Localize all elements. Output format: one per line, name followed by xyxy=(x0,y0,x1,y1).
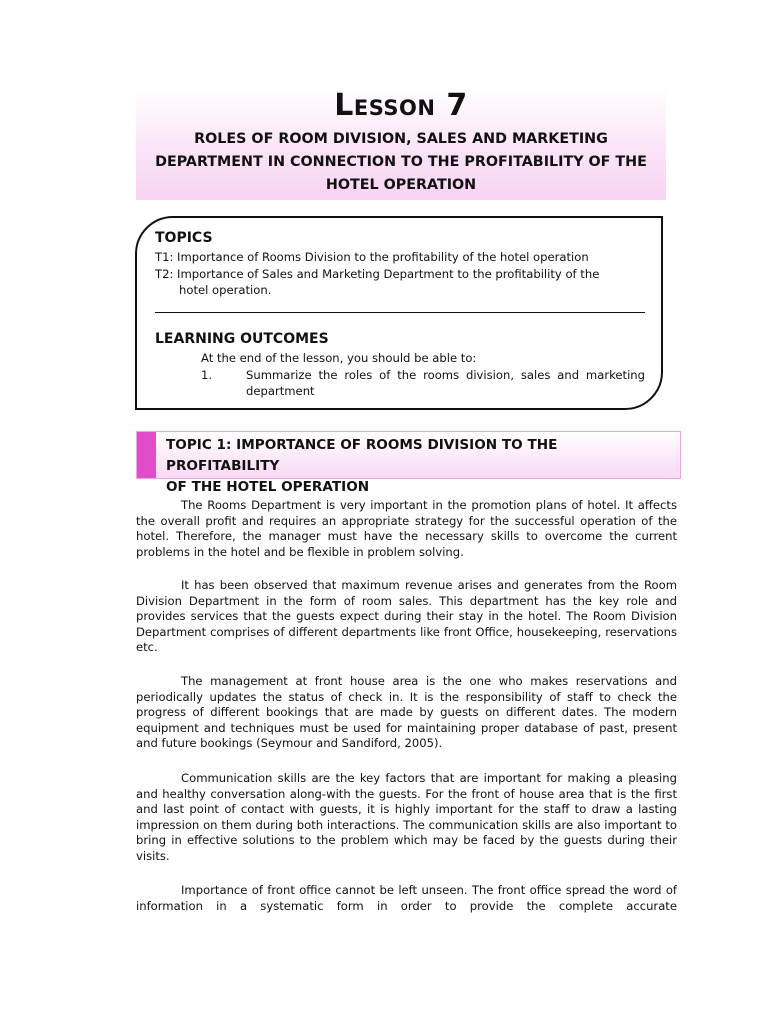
topic-1-accent-bar xyxy=(137,432,156,478)
box-divider xyxy=(155,312,645,313)
body-paragraph-2: It has been observed that maximum revenue arises and generates from the Room Division Department in the form of room sales. This department has the key role and provides services that the guests expect during their stay in the hotel. The Room Division Department comprises of different departments like front Office, housekeeping, reservations etc. xyxy=(136,578,677,655)
body-paragraph-4: Communication skills are the key factors that are important for making a pleasing and healthy conversation along-with the guests. For the front of house area that is the first and last point of contact with guests, it is highly important for the staff to draw a lasting impression on them during both interactions. The communication skills are also important to bring in effective solutions to the problem which may be faced by the guests during their visits. xyxy=(136,771,677,863)
topic-1-heading-line1: TOPIC 1: IMPORTANCE OF ROOMS DIVISION TO THE PROFITABILITY xyxy=(166,437,558,474)
learning-outcomes-heading: LEARNING OUTCOMES xyxy=(155,331,329,347)
outcome-1-line1: Summarize the roles of the rooms division, sales and marketing xyxy=(246,368,645,382)
outcome-1-number: 1. xyxy=(201,368,213,382)
outcomes-intro: At the end of the lesson, you should be able to: xyxy=(201,351,477,365)
body-paragraph-1: The Rooms Department is very important in the promotion plans of hotel. It affects the overall profit and requires an appropriate strategy for the successful operation of the hotel. Therefore, the manager must have the necessary skills to overcome the current problems in the hotel and be flexible in problem solving. xyxy=(136,498,677,559)
outcome-1-line2: department xyxy=(246,384,315,398)
topic-t2-line2: hotel operation. xyxy=(179,283,272,297)
topic-1-heading-line2: OF THE HOTEL OPERATION xyxy=(166,479,370,495)
lesson-subtitle: ROLES OF ROOM DIVISION, SALES AND MARKETING DEPARTMENT IN CONNECTION TO THE PROFITABILITY OF THE HOTEL OPERATION xyxy=(155,131,647,193)
lesson-title: Lesson 7 xyxy=(334,88,468,123)
body-paragraph-5: Importance of front office cannot be left unseen. The front office spread the word of information in a systematic form in order to provide the complete accurate xyxy=(136,883,677,913)
body-paragraph-3: The management at front house area is the one who makes reservations and periodically updates the status of check in. It is the responsibility of staff to check the progress of different bookings that are made by guests on different dates. The modern equipment and techniques must be used for maintaining proper database of past, present and future bookings (Seymour and Sandiford, 2005). xyxy=(136,674,677,751)
topic-1-heading xyxy=(166,435,671,498)
topic-t1: T1: Importance of Rooms Division to the profitability of the hotel operation xyxy=(155,250,589,264)
topic-t2-line1: T2: Importance of Sales and Marketing Department to the profitability of the xyxy=(155,267,600,281)
topics-heading: TOPICS xyxy=(155,230,213,246)
